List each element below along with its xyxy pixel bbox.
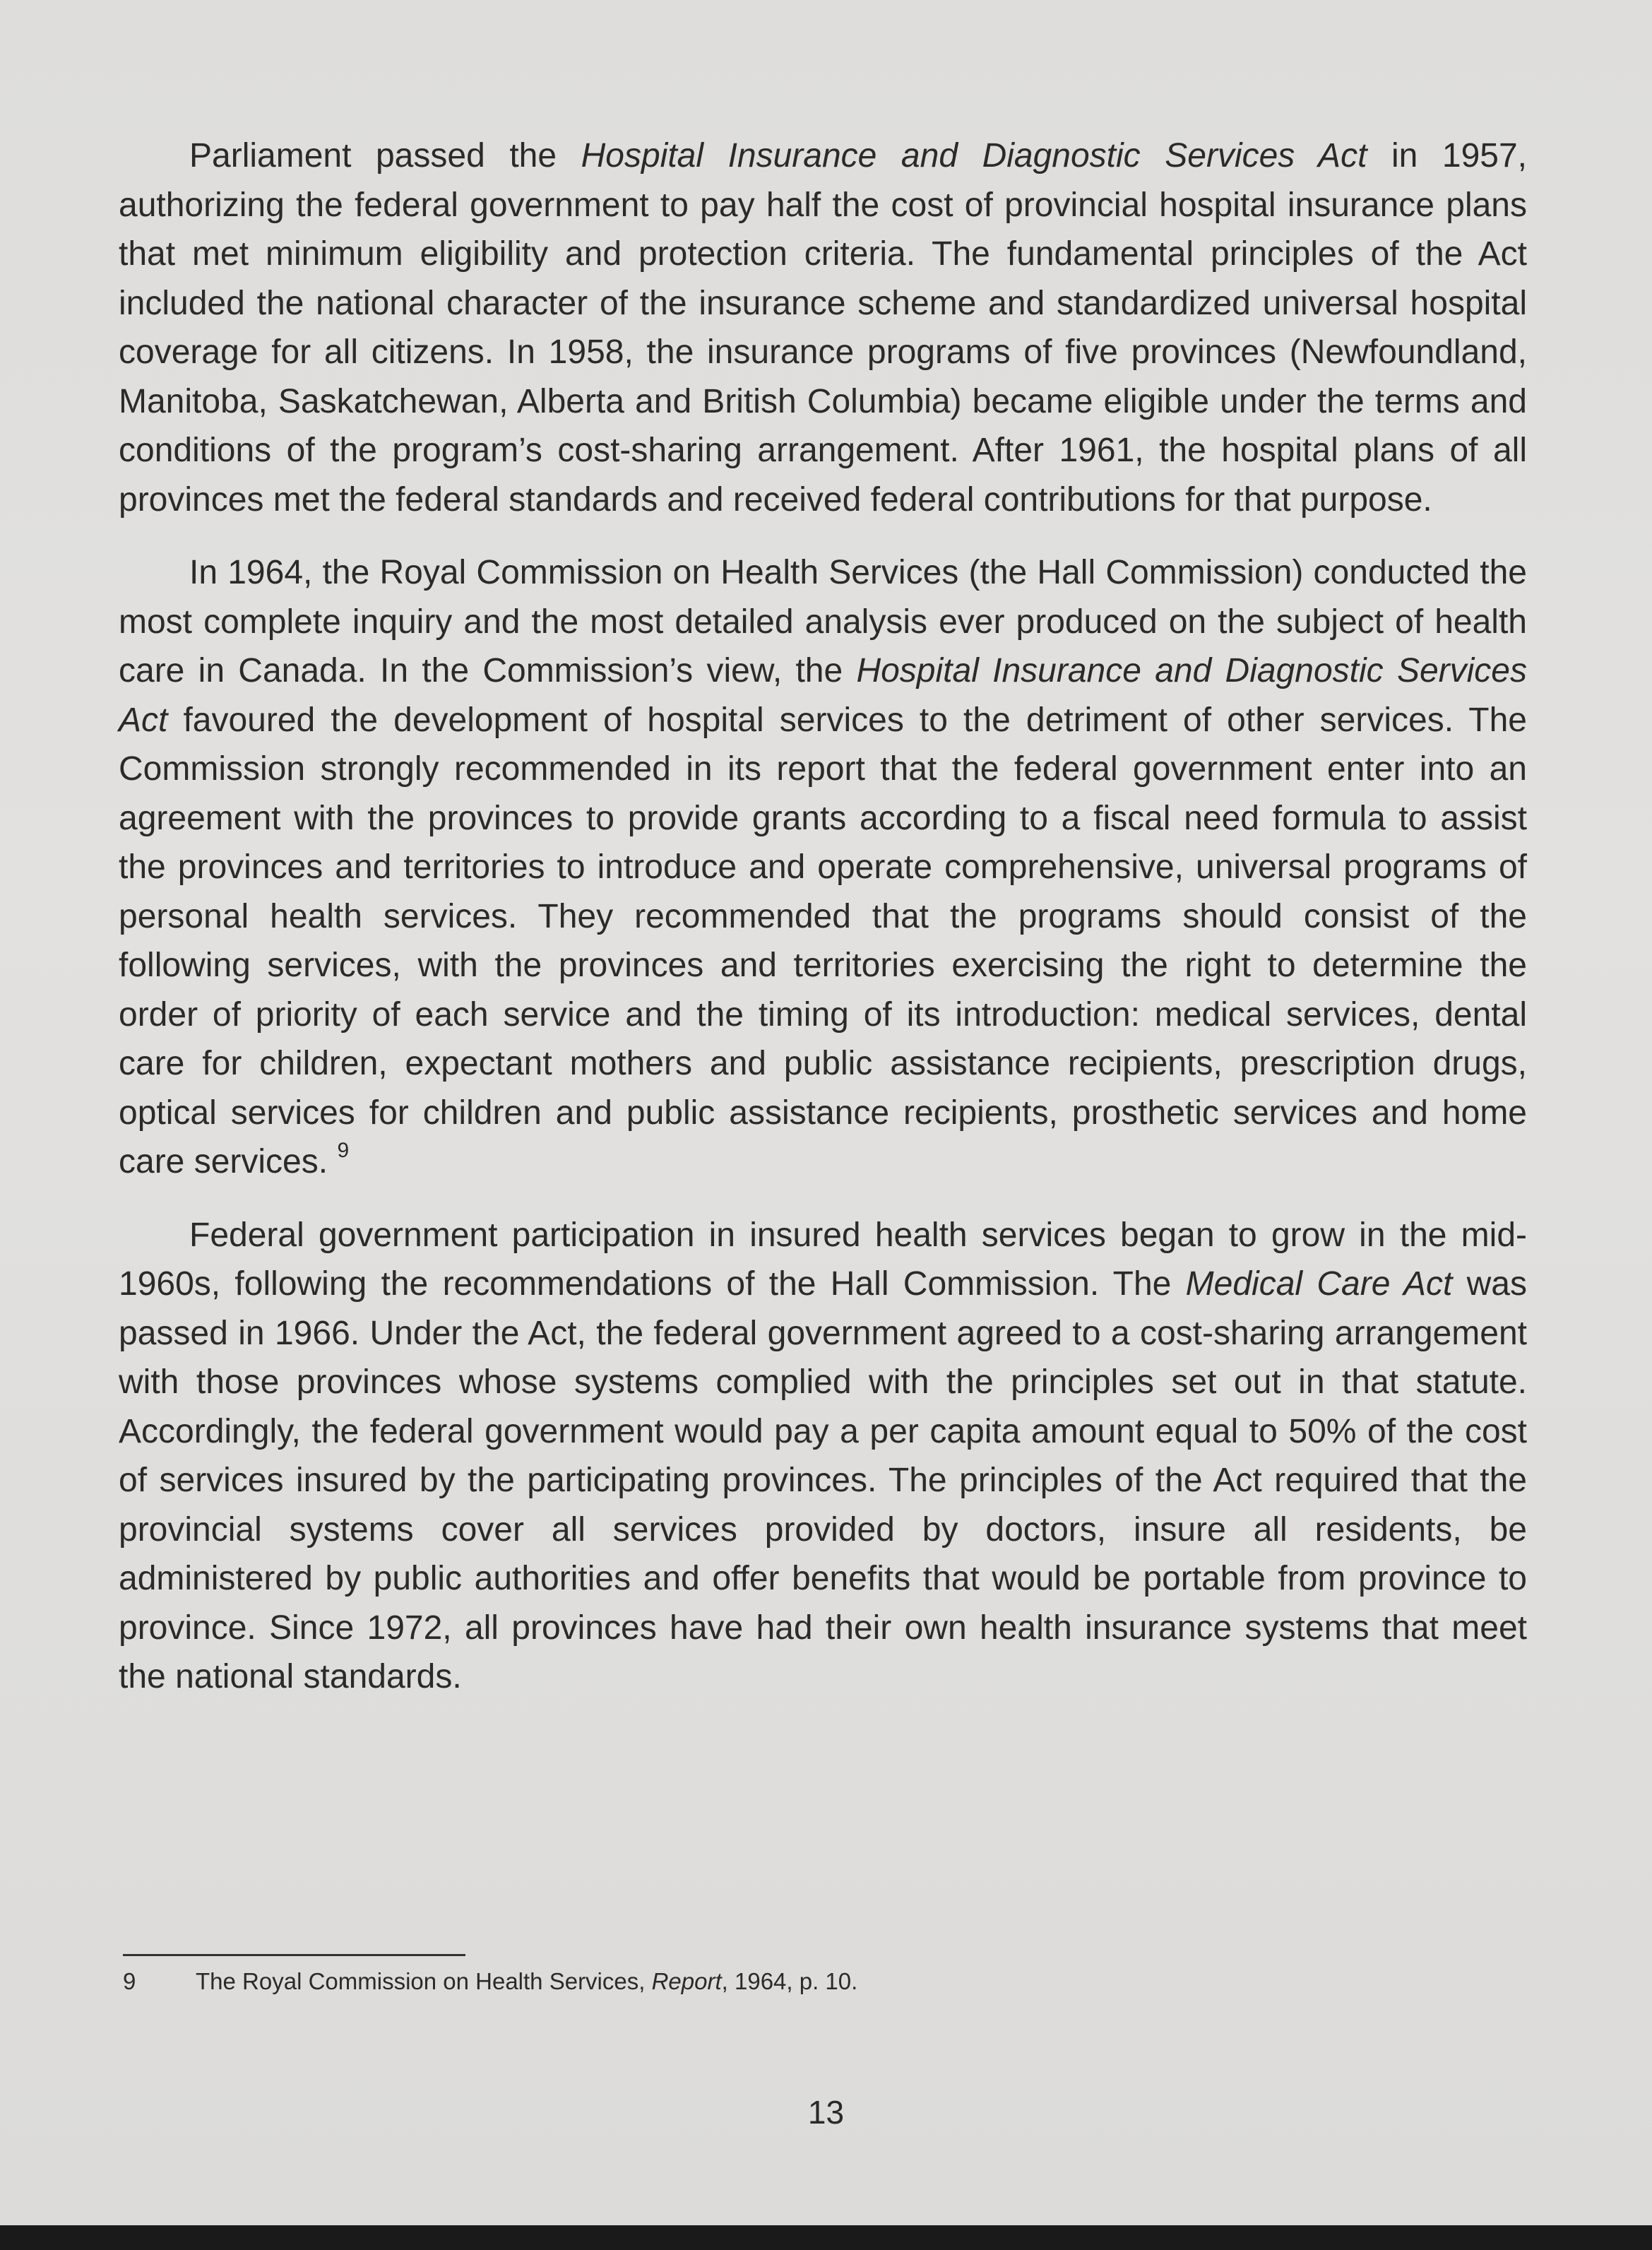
text-run: favoured the development of hospital services to the detriment of other services. The Commission strongly recommended in its report that the federal government enter into an agreement with the provinces to provide grants according to a fiscal need formula to assist the provinces and territories to introduce and operate comprehensive, universal programs of personal health services. They recommended that the programs should consist of the following services, with the provinces and territories exercising the right to determine the order of priority of each service and the timing of its introduction: medical services, dental care for children, expectant mothers and public assistance recipients, prescription drugs, optical services for children and public assistance recipients, prosthetic services and home care services. [119,701,1527,1180]
footnote-number: 9 [123,1968,136,1994]
footnote-reference: 9 [337,1139,350,1162]
footnote-text-before: The Royal Commission on Health Services, [196,1968,652,1994]
paragraph-2 [119,548,1527,1187]
italic-title: Medical Care Act [1185,1265,1453,1303]
scan-edge [0,2225,1652,2250]
footnote-text-italic: Report [651,1968,722,1994]
text-run: In 1964, the Royal Commission on Health Services (the Hall Commission) conducted the most complete inquiry and the most detailed analysis ever produced on the subject of health care in Canada. In the Commission’s view, the [119,554,1527,689]
footnote-text-after: , 1964, p. 10. [721,1968,858,1994]
footnote [123,1965,1394,1999]
paragraph-1 [119,131,1527,524]
footnote-divider [123,1954,465,1956]
italic-title: Hospital Insurance and Diagnostic Services Act [119,652,1527,739]
text-run: was passed in 1966. Under the Act, the federal government agreed to a cost-sharing arrangement with those provinces whose systems complied with the principles set out in that statute. Accordingly, the federal government would pay a per capita amount equal to 50% of the cost of services insured by the participating provinces. The principles of the Act required that the provincial systems cover all services provided by doctors, insure all residents, be administered by public authorities and offer benefits that would be portable from province to province. Since 1972, all provinces have had their own health insurance systems that meet the national standards. [119,1265,1528,1695]
body-text [119,131,1527,1726]
page-number: 13 [807,2094,845,2131]
paragraph-3 [119,1211,1527,1702]
italic-title: Hospital Insurance and Diagnostic Services Act [581,137,1367,174]
text-run: Federal government participation in insured health services began to grow in the mid-1960s, following the recommendations of the Hall Commission. The [119,1216,1527,1303]
text-run: in 1957, authorizing the federal government to pay half the cost of provincial hospital insurance plans that met minimum eligibility and protection criteria. The fundamental principles of the Act included the national character of the insurance scheme and standardized universal hospital coverage for all citizens. In 1958, the insurance programs of five provinces (Newfoundland, Manitoba, Saskatchewan, Alberta and British Columbia) became eligible under the terms and conditions of the program’s cost-sharing arrangement. After 1961, the hospital plans of all provinces met the federal standards and received federal contributions for that purpose. [119,137,1527,519]
text-run: Parliament passed the [189,137,581,174]
